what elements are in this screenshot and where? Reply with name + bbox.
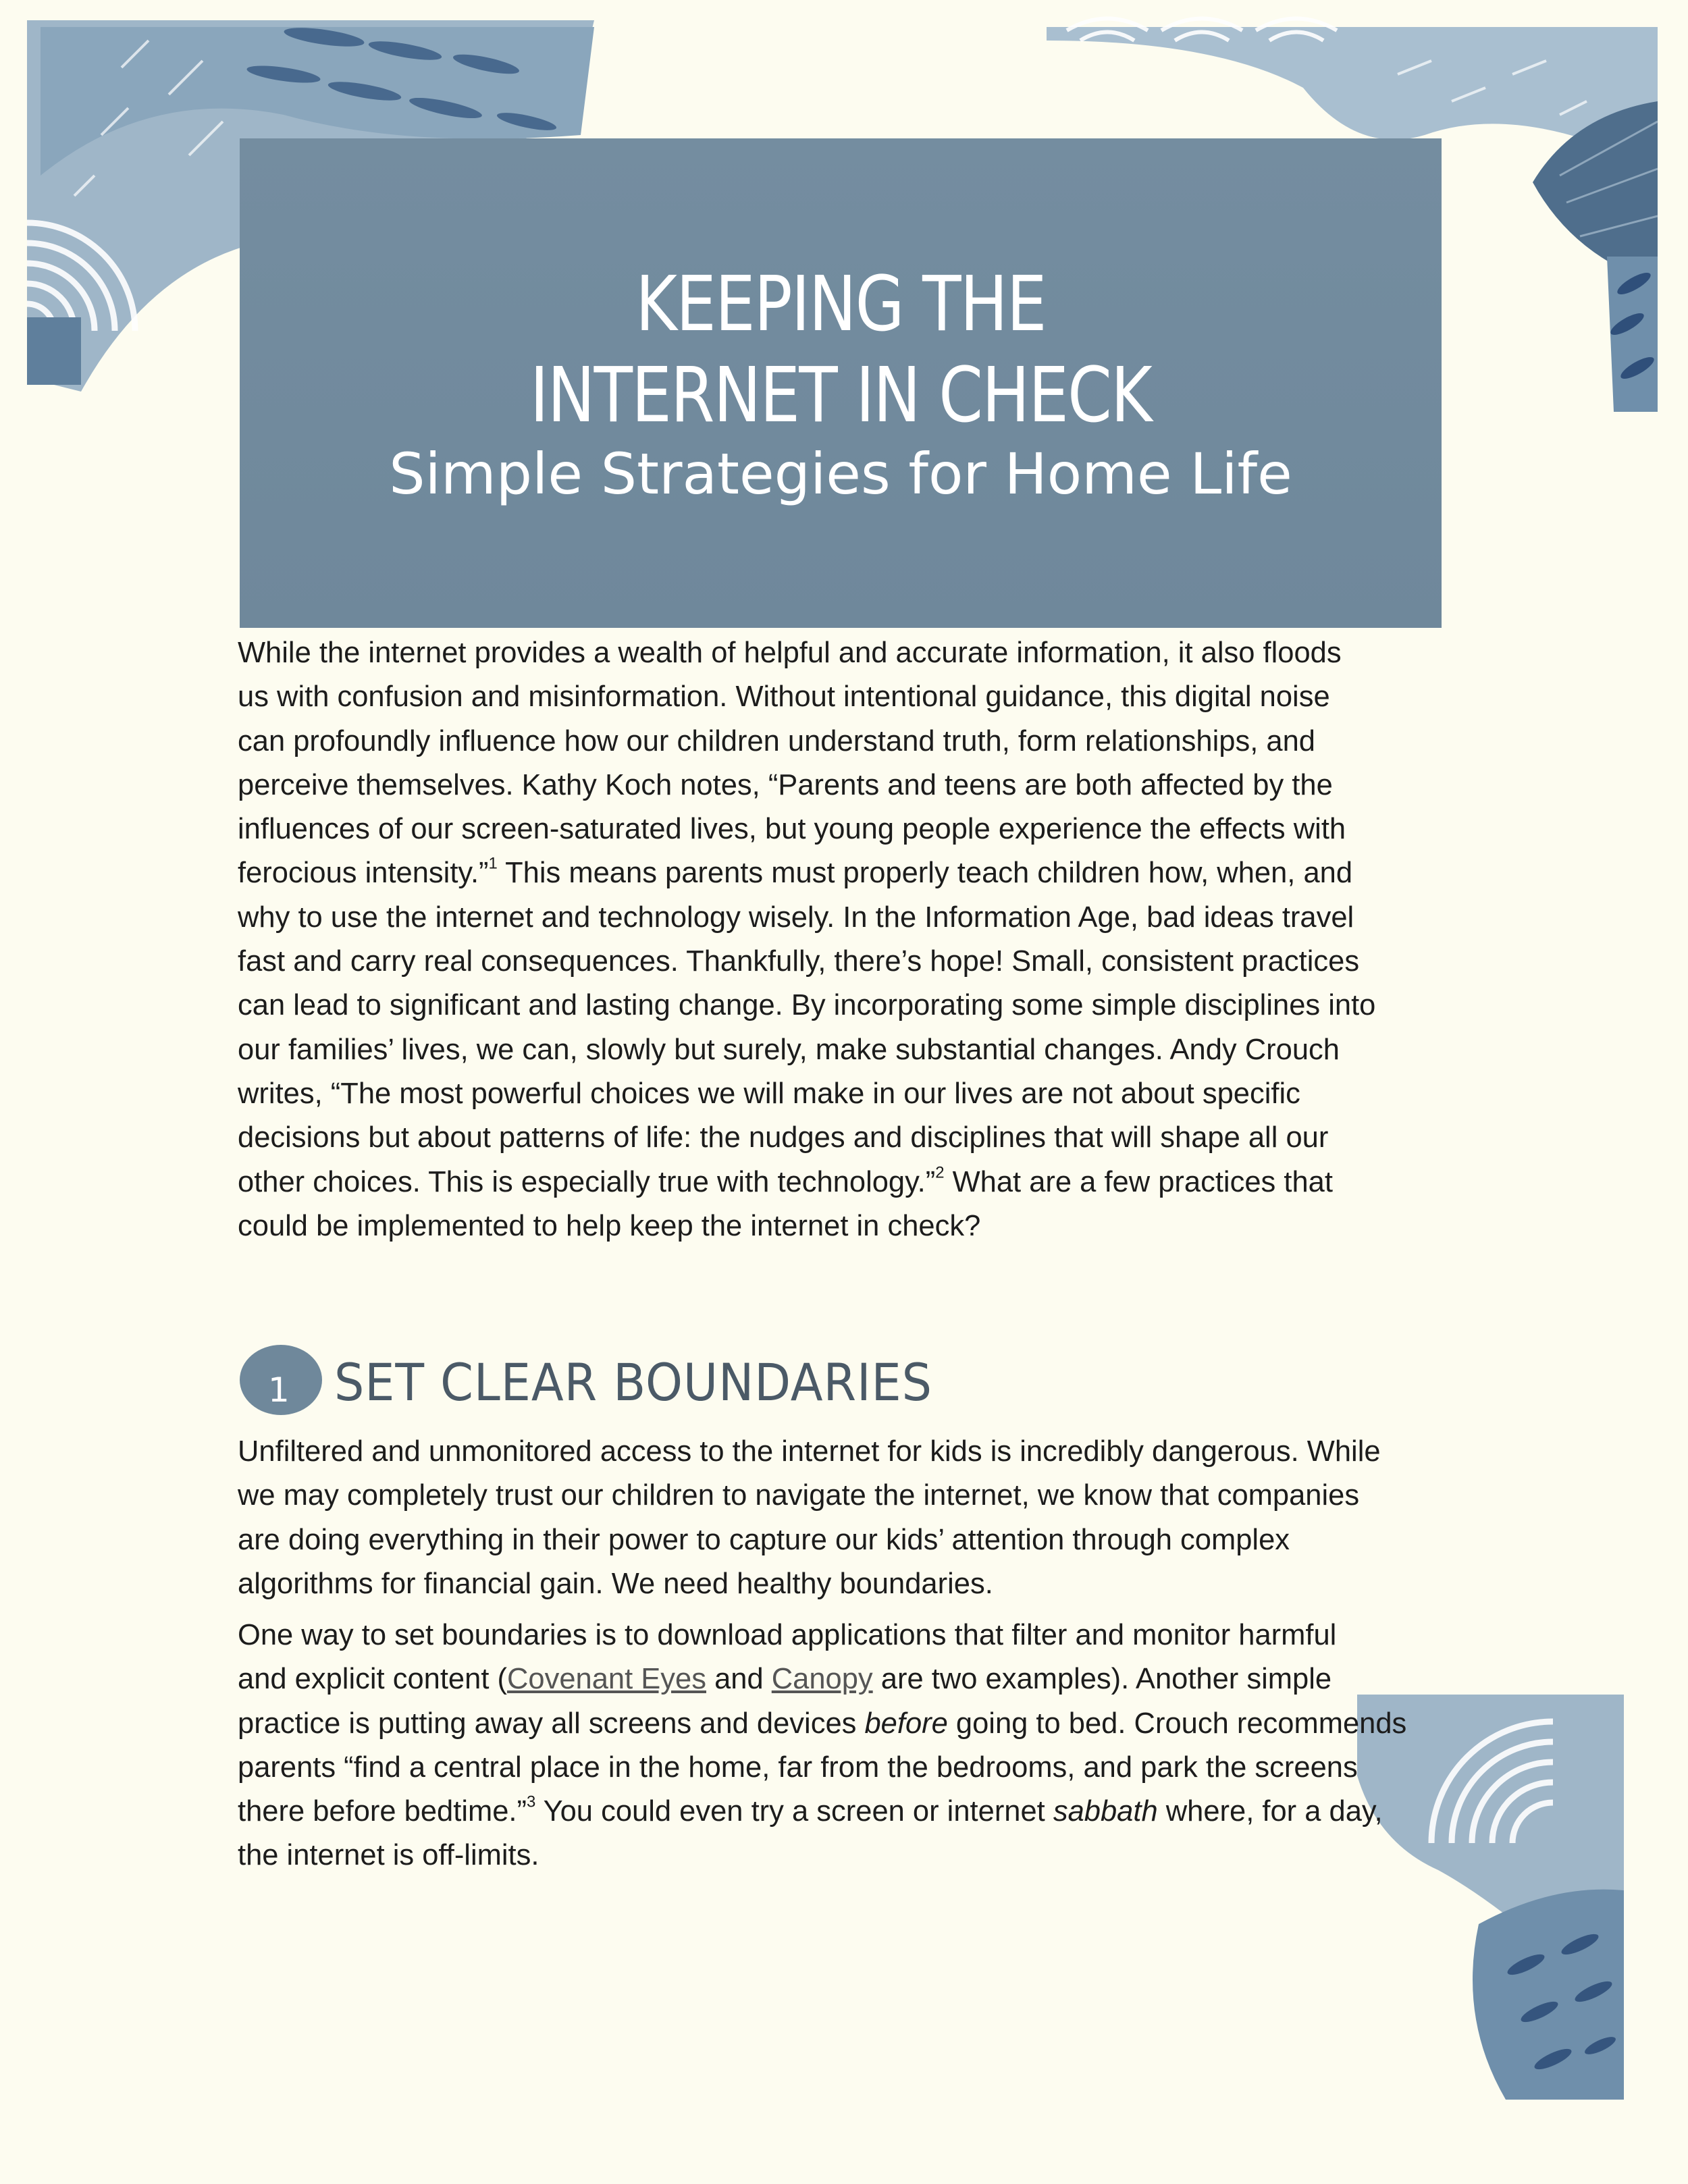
paragraph-text: are two examples). Another simple bbox=[872, 1663, 1332, 1696]
paragraph-line bbox=[238, 1702, 1453, 1746]
intro-line: us with confusion and misinformation. Without intentional guidance, this digital noise bbox=[238, 681, 1330, 714]
paragraph-line: One way to set boundaries is to download applications that filter and monitor harmful bbox=[238, 1619, 1337, 1651]
footnote-marker: 2 bbox=[935, 1163, 945, 1182]
section-heading-1 bbox=[240, 1345, 1388, 1412]
paragraph-line: parents “find a central place in the home, far from the bedrooms, and park the screens bbox=[238, 1751, 1358, 1784]
title-line-1: KEEPING THE bbox=[635, 261, 1046, 348]
paragraph-text: and bbox=[706, 1663, 772, 1696]
intro-line: influences of our screen-saturated lives, but young people experience the effects with bbox=[238, 813, 1346, 846]
intro-line bbox=[238, 851, 1453, 895]
intro-line bbox=[238, 1161, 1453, 1204]
paragraph-line: Unfiltered and unmonitored access to the internet for kids is incredibly dangerous. While bbox=[238, 1435, 1381, 1468]
intro-line: can profoundly influence how our children understand truth, form relationships, and bbox=[238, 724, 1315, 757]
intro-line: why to use the internet and technology wisely. In the Information Age, bad ideas travel bbox=[238, 901, 1354, 934]
section-number-badge bbox=[240, 1345, 322, 1415]
paragraph-text: practice is putting away all screens and devices bbox=[238, 1707, 865, 1740]
intro-line: writes, “The most powerful choices we will make in our lives are not about specific bbox=[238, 1077, 1300, 1110]
boundaries-paragraph-1 bbox=[238, 1430, 1453, 1606]
title-banner bbox=[240, 138, 1442, 628]
emphasis-text: sabbath bbox=[1053, 1795, 1158, 1828]
paragraph-line: we may completely trust our children to navigate the internet, we know that companies bbox=[238, 1479, 1360, 1512]
intro-paragraph bbox=[238, 631, 1453, 1248]
intro-line: fast and carry real consequences. Thankfully, there’s hope! Small, consistent practices bbox=[238, 945, 1360, 978]
footnote-marker: 1 bbox=[488, 855, 498, 874]
paragraph-text: there before bedtime.” bbox=[238, 1795, 527, 1828]
intro-text: other choices. This is especially true with technology.” bbox=[238, 1165, 936, 1198]
canopy-link[interactable]: Canopy bbox=[771, 1663, 873, 1696]
footnote-marker: 3 bbox=[527, 1792, 536, 1811]
section-title: SET CLEAR BOUNDARIES bbox=[334, 1352, 932, 1412]
emphasis-text: before bbox=[864, 1707, 948, 1740]
paragraph-line: algorithms for financial gain. We need healthy boundaries. bbox=[238, 1567, 993, 1600]
title-line-2: INTERNET IN CHECK bbox=[529, 352, 1152, 440]
paragraph-line bbox=[238, 1790, 1453, 1834]
paragraph-text: You could even try a screen or internet bbox=[535, 1795, 1053, 1828]
paragraph-line: the internet is off-limits. bbox=[238, 1839, 539, 1872]
section-number: 1 bbox=[268, 1370, 290, 1410]
intro-line: our families’ lives, we can, slowly but surely, make substantial changes. Andy Crouch bbox=[238, 1033, 1340, 1066]
intro-line: decisions but about patterns of life: the nudges and disciplines that will shape all our bbox=[238, 1121, 1329, 1154]
intro-text: ferocious intensity.” bbox=[238, 857, 489, 890]
intro-text: What are a few practices that bbox=[944, 1165, 1333, 1198]
boundaries-paragraph-2 bbox=[238, 1614, 1453, 1878]
intro-text: This means parents must properly teach children how, when, and bbox=[497, 857, 1353, 890]
paragraph-text: going to bed. Crouch recommends bbox=[947, 1707, 1407, 1740]
intro-line: perceive themselves. Kathy Koch notes, “Parents and teens are both affected by the bbox=[238, 768, 1333, 801]
intro-line: can lead to significant and lasting change. By incorporating some simple disciplines into bbox=[238, 989, 1376, 1022]
paragraph-text: and explicit content ( bbox=[238, 1663, 507, 1696]
paragraph-line: are doing everything in their power to capture our kids’ attention through complex bbox=[238, 1523, 1290, 1556]
intro-line: could be implemented to help keep the internet in check? bbox=[238, 1209, 981, 1242]
covenant-eyes-link[interactable]: Covenant Eyes bbox=[506, 1663, 706, 1696]
intro-line: While the internet provides a wealth of helpful and accurate information, it also floods bbox=[238, 637, 1342, 669]
paragraph-text: where, for a day, bbox=[1157, 1795, 1383, 1828]
subtitle: Simple Strategies for Home Life bbox=[389, 441, 1292, 507]
paragraph-line bbox=[238, 1657, 1453, 1701]
